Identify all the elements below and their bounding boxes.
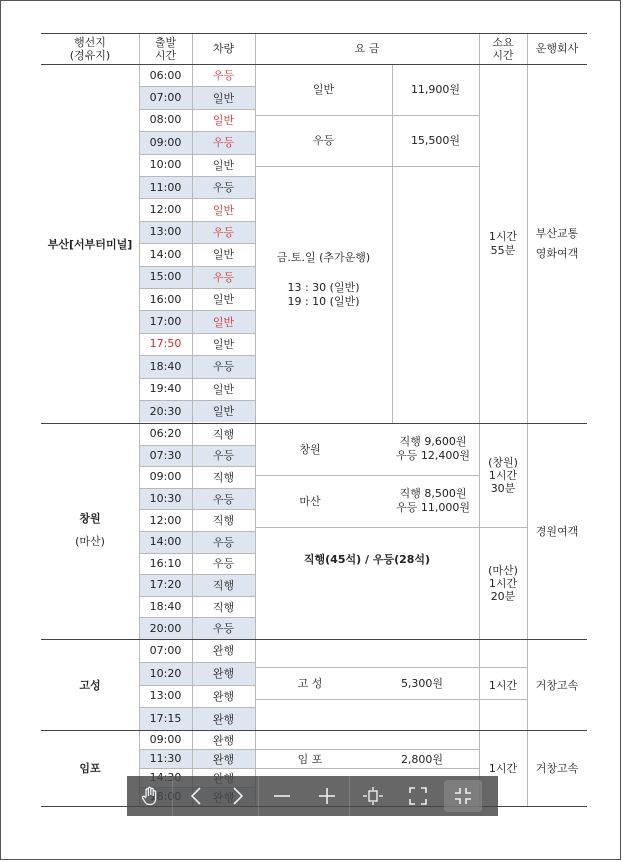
vehicle-type: 일반 <box>212 158 235 172</box>
row-line <box>139 596 255 597</box>
depart-time: 07:00 <box>149 643 182 657</box>
fare-line <box>255 768 479 769</box>
vehicle-type: 완행 <box>212 733 235 747</box>
fare-line <box>255 749 479 750</box>
depart-time: 20:30 <box>139 400 192 422</box>
row-line <box>139 768 255 769</box>
depart-time: 13:00 <box>139 221 192 243</box>
depart-time: 10:00 <box>149 158 182 172</box>
timetable-page <box>6 6 617 856</box>
depart-time: 13:00 <box>149 689 182 703</box>
depart-time: 18:40 <box>139 355 192 377</box>
depart-time: 14:00 <box>149 247 182 261</box>
vehicle-type: 우등 <box>212 69 235 83</box>
depart-time: 10:30 <box>139 488 192 510</box>
row-line <box>139 355 255 356</box>
fare-label: 일반 <box>312 83 335 97</box>
fare-label: 창원 <box>299 443 321 456</box>
row-line <box>139 574 255 575</box>
header-duration: 소요 시간 <box>492 35 514 62</box>
depart-time: 17:20 <box>139 574 192 596</box>
duration-busan: 1시간 55분 <box>488 229 518 257</box>
depart-time: 08:00 <box>149 113 182 127</box>
row-line <box>139 617 255 618</box>
depart-time: 19:40 <box>149 382 182 396</box>
header-depart: 출발 시간 <box>154 35 177 62</box>
vehicle-type: 직행 <box>212 470 235 484</box>
row-line <box>139 509 255 510</box>
fare-line <box>255 115 479 116</box>
row-line <box>139 445 255 446</box>
zoom-in-icon[interactable] <box>304 776 349 816</box>
extra-service-time: 13 : 30 (일반) <box>287 280 360 294</box>
column-line <box>479 33 480 806</box>
company-changwon: 경원여객 <box>535 525 579 538</box>
row-line <box>139 662 255 663</box>
row-line <box>139 131 255 132</box>
fare-line <box>255 699 527 700</box>
row-line <box>139 400 255 401</box>
vehicle-type: 우등 <box>192 445 255 467</box>
vehicle-type: 완행 <box>192 749 255 768</box>
vehicle-type: 일반 <box>192 86 255 108</box>
duration-impo: 1시간 <box>488 762 518 775</box>
section-line <box>41 639 587 640</box>
via-masan: (마산) <box>75 535 105 548</box>
destination-changwon: 창원 <box>79 512 101 525</box>
depart-time: 14:00 <box>139 531 192 553</box>
column-line <box>192 33 193 806</box>
section-line <box>41 730 587 731</box>
vehicle-type: 직행 <box>192 574 255 596</box>
duration-masan: (마산) 1시간 20분 <box>488 563 518 603</box>
row-line <box>139 198 255 199</box>
fare-line <box>255 527 479 528</box>
row-line <box>139 466 255 467</box>
row-line <box>139 707 255 708</box>
depart-time: 15:00 <box>139 266 192 288</box>
depart-time: 07:30 <box>139 445 192 467</box>
row-line <box>139 378 255 379</box>
depart-time: 18:40 <box>149 600 182 614</box>
vehicle-type: 일반 <box>192 400 255 422</box>
fare-value: 직행 8,500원 우등 11,000원 <box>396 487 470 514</box>
depart-time: 07:00 <box>139 86 192 108</box>
fare-line <box>255 475 479 476</box>
depart-time: 16:00 <box>149 292 182 306</box>
row-line <box>139 86 255 87</box>
vehicle-type: 일반 <box>212 382 235 396</box>
vehicle-type: 직행 <box>212 427 235 441</box>
depart-time: 09:00 <box>139 131 192 153</box>
hand-icon[interactable] <box>127 776 172 816</box>
row-line <box>139 488 255 489</box>
fare-value: 5,300원 <box>400 677 444 690</box>
row-line <box>139 749 255 750</box>
vehicle-type: 우등 <box>192 488 255 510</box>
depart-time: 16:10 <box>149 556 182 570</box>
company-busan: 부산교통 영화여객 <box>535 226 579 260</box>
header-bottom-line <box>41 64 587 65</box>
vehicle-type: 완행 <box>192 707 255 730</box>
row-line <box>139 176 255 177</box>
fare-label: 우등 <box>312 134 335 148</box>
row-line <box>139 531 255 532</box>
vehicle-type: 우등 <box>192 266 255 288</box>
extra-service-time: 19 : 10 (일반) <box>287 294 360 308</box>
extra-service-title: 금.토.일 (추가운행) <box>276 250 371 264</box>
header-company: 운행회사 <box>535 42 579 55</box>
vehicle-type: 우등 <box>212 557 235 571</box>
vehicle-type: 완행 <box>212 689 235 703</box>
vehicle-type: 우등 <box>192 355 255 377</box>
section-line <box>41 423 587 424</box>
row-line <box>139 333 255 334</box>
fare-value: 2,800원 <box>400 752 444 766</box>
fare-line <box>255 166 479 167</box>
exit-fullscreen-icon[interactable] <box>444 780 482 812</box>
depart-time: 12:00 <box>149 203 182 217</box>
zoom-out-icon[interactable] <box>259 776 304 816</box>
header-route: 행선지 (경유지) <box>69 35 111 62</box>
depart-time: 12:00 <box>149 513 182 527</box>
table-top-line <box>41 33 587 34</box>
duration-goseong: 1시간 <box>488 678 518 692</box>
row-line <box>139 109 255 110</box>
vehicle-type: 일반 <box>212 113 235 127</box>
row-line <box>139 266 255 267</box>
vehicle-type: 일반 <box>212 248 235 262</box>
vehicle-type: 우등 <box>192 176 255 198</box>
vehicle-type: 일반 <box>212 337 235 351</box>
vehicle-type: 완행 <box>212 644 235 658</box>
fare-label: 고 성 <box>297 677 323 690</box>
prev-icon[interactable] <box>173 776 218 816</box>
destination-busan: 부산[서부터미널] <box>47 237 133 251</box>
vehicle-type: 우등 <box>192 617 255 639</box>
fare-divider <box>392 64 393 423</box>
vehicle-type: 우등 <box>192 131 255 153</box>
row-line <box>139 685 255 686</box>
vehicle-type: 일반 <box>212 203 235 217</box>
next-icon[interactable] <box>218 776 258 816</box>
fit-page-icon[interactable] <box>395 776 440 816</box>
row-line <box>139 310 255 311</box>
duration-changwon: (창원) 1시간 30분 <box>488 455 518 495</box>
fare-line <box>255 667 527 668</box>
fare-value: 직행 9,600원 우등 12,400원 <box>396 435 470 462</box>
column-line <box>527 33 528 806</box>
depart-time: 17:50 <box>149 337 182 351</box>
column-line <box>255 33 256 806</box>
header-fare: 요 금 <box>354 42 380 55</box>
depart-time: 06:00 <box>149 68 182 82</box>
row-line <box>139 553 255 554</box>
header-vehicle: 차량 <box>212 42 235 55</box>
vehicle-type: 직행 <box>212 600 235 614</box>
cell <box>41 423 139 441</box>
fare-value: 15,500원 <box>410 134 461 148</box>
destination-impo: 임포 <box>79 762 101 775</box>
depart-time: 11:30 <box>139 749 192 768</box>
seat-info: 직행(45석) / 우등(28석) <box>303 553 431 566</box>
company-impo: 거창고속 <box>535 762 579 775</box>
column-line <box>139 33 140 806</box>
destination-goseong: 고성 <box>79 678 101 692</box>
depart-time: 20:00 <box>139 617 192 639</box>
fare-label: 마산 <box>299 495 321 508</box>
depart-time: 09:00 <box>149 470 182 484</box>
row-line <box>139 243 255 244</box>
row-line <box>139 154 255 155</box>
depart-time: 09:00 <box>149 733 182 746</box>
fare-label: 임 포 <box>297 752 323 766</box>
vehicle-type: 일반 <box>212 293 235 307</box>
depart-time: 17:00 <box>139 310 192 332</box>
row-line <box>139 288 255 289</box>
fit-width-icon[interactable] <box>350 776 395 816</box>
vehicle-type: 우등 <box>192 531 255 553</box>
depart-time: 17:15 <box>139 707 192 730</box>
fare-value: 11,900원 <box>410 83 461 97</box>
vehicle-type: 직행 <box>212 514 235 528</box>
depart-time: 11:00 <box>139 176 192 198</box>
company-goseong: 거창고속 <box>535 678 579 692</box>
vehicle-type: 완행 <box>192 662 255 685</box>
row-line <box>139 221 255 222</box>
vehicle-type: 우등 <box>192 221 255 243</box>
vehicle-type: 일반 <box>192 310 255 332</box>
depart-time: 10:20 <box>139 662 192 685</box>
duration-line <box>479 527 527 528</box>
depart-time: 06:20 <box>149 427 182 441</box>
viewer-toolbar <box>127 776 498 816</box>
